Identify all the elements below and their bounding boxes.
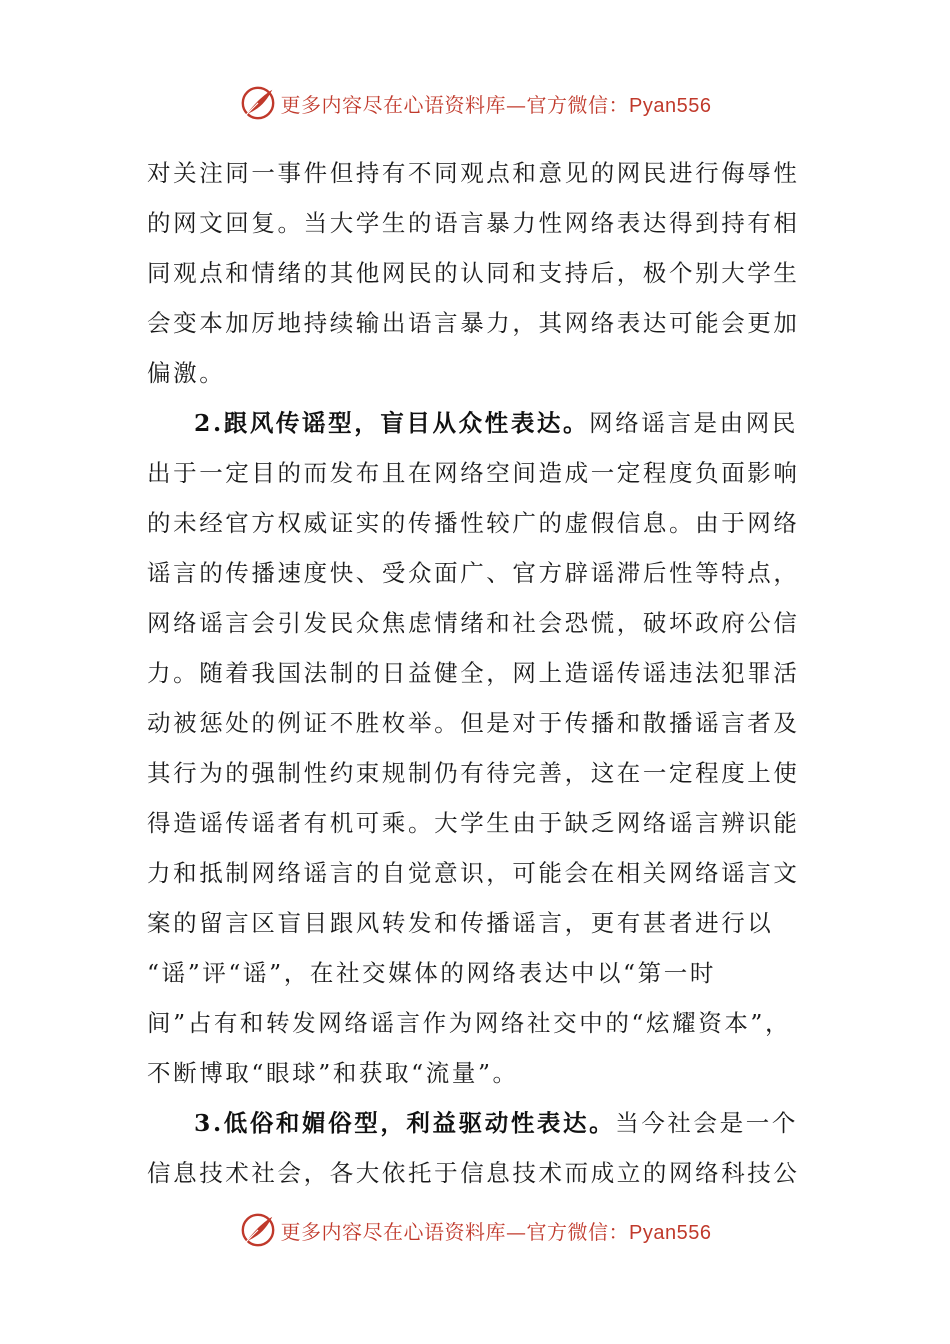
document-body (147, 148, 800, 1198)
text-line: 力。随着我国法制的日益健全，网上造谣传谣违法犯罪活 (147, 659, 800, 687)
footer-wechat-id: Pyan556 (629, 1221, 712, 1244)
footer-banner (0, 1208, 950, 1252)
text-line: 出于一定目的而发布且在网络空间造成一定程度负面影响 (147, 459, 800, 487)
text-line: 信息技术社会，各大依托于信息技术而成立的网络科技公 (147, 1159, 800, 1187)
header-banner (0, 81, 950, 125)
section-2-heading: 2.跟风传谣型，盲目从众性表达。 (194, 409, 590, 437)
footer-wechat-label: 官方微信： (526, 1219, 630, 1244)
section-3-first-line (147, 1098, 797, 1148)
text-line: 谣言的传播速度快、受众面广、官方辟谣滞后性等特点， (147, 559, 800, 587)
text-line: 案的留言区盲目跟风转发和传播谣言，更有甚者进行以 (147, 909, 774, 937)
text-line: “谣”评“谣”，在社交媒体的网络表达中以“第一时 (147, 959, 716, 987)
section-2-text: 网络谣言是由网民 (589, 409, 798, 437)
text-line: 的网文回复。当大学生的语言暴力性网络表达得到持有相 (147, 209, 800, 237)
footer-banner-text (281, 1216, 712, 1245)
text-line: 网络谣言会引发民众焦虑情绪和社会恐慌，破坏政府公信 (147, 609, 800, 637)
section-3-text: 当今社会是一个 (615, 1109, 798, 1137)
footer-banner-dash: — (506, 1219, 527, 1244)
text-line: 动被惩处的例证不胜枚举。但是对于传播和散播谣言者及 (147, 709, 800, 737)
header-banner-main: 更多内容尽在心语资料库 (280, 92, 507, 117)
header-banner-text (281, 89, 712, 118)
quill-logo-icon (239, 1211, 277, 1249)
text-line: 力和抵制网络谣言的自觉意识，可能会在相关网络谣言文 (147, 859, 800, 887)
text-line: 会变本加厉地持续输出语言暴力，其网络表达可能会更加 (147, 309, 800, 337)
text-line: 不断博取“眼球”和获取“流量”。 (147, 1059, 519, 1087)
text-line: 其行为的强制性约束规制仍有待完善，这在一定程度上使 (147, 759, 800, 787)
text-line: 偏激。 (147, 359, 226, 387)
quill-logo-icon (239, 84, 277, 122)
header-wechat-label: 官方微信： (526, 92, 630, 117)
text-line: 得造谣传谣者有机可乘。大学生由于缺乏网络谣言辨识能 (147, 809, 800, 837)
header-banner-dash: — (506, 92, 527, 117)
section-3-heading: 3.低俗和媚俗型，利益驱动性表达。 (194, 1109, 616, 1137)
header-wechat-id: Pyan556 (629, 94, 712, 117)
text-line: 的未经官方权威证实的传播性较广的虚假信息。由于网络 (147, 509, 800, 537)
text-line: 同观点和情绪的其他网民的认同和支持后，极个别大学生 (147, 259, 800, 287)
text-line: 对关注同一事件但持有不同观点和意见的网民进行侮辱性 (147, 159, 800, 187)
footer-banner-main: 更多内容尽在心语资料库 (280, 1219, 507, 1244)
section-2-first-line (147, 398, 797, 448)
text-line: 间”占有和转发网络谣言作为网络社交中的“炫耀资本”， (147, 1009, 792, 1037)
